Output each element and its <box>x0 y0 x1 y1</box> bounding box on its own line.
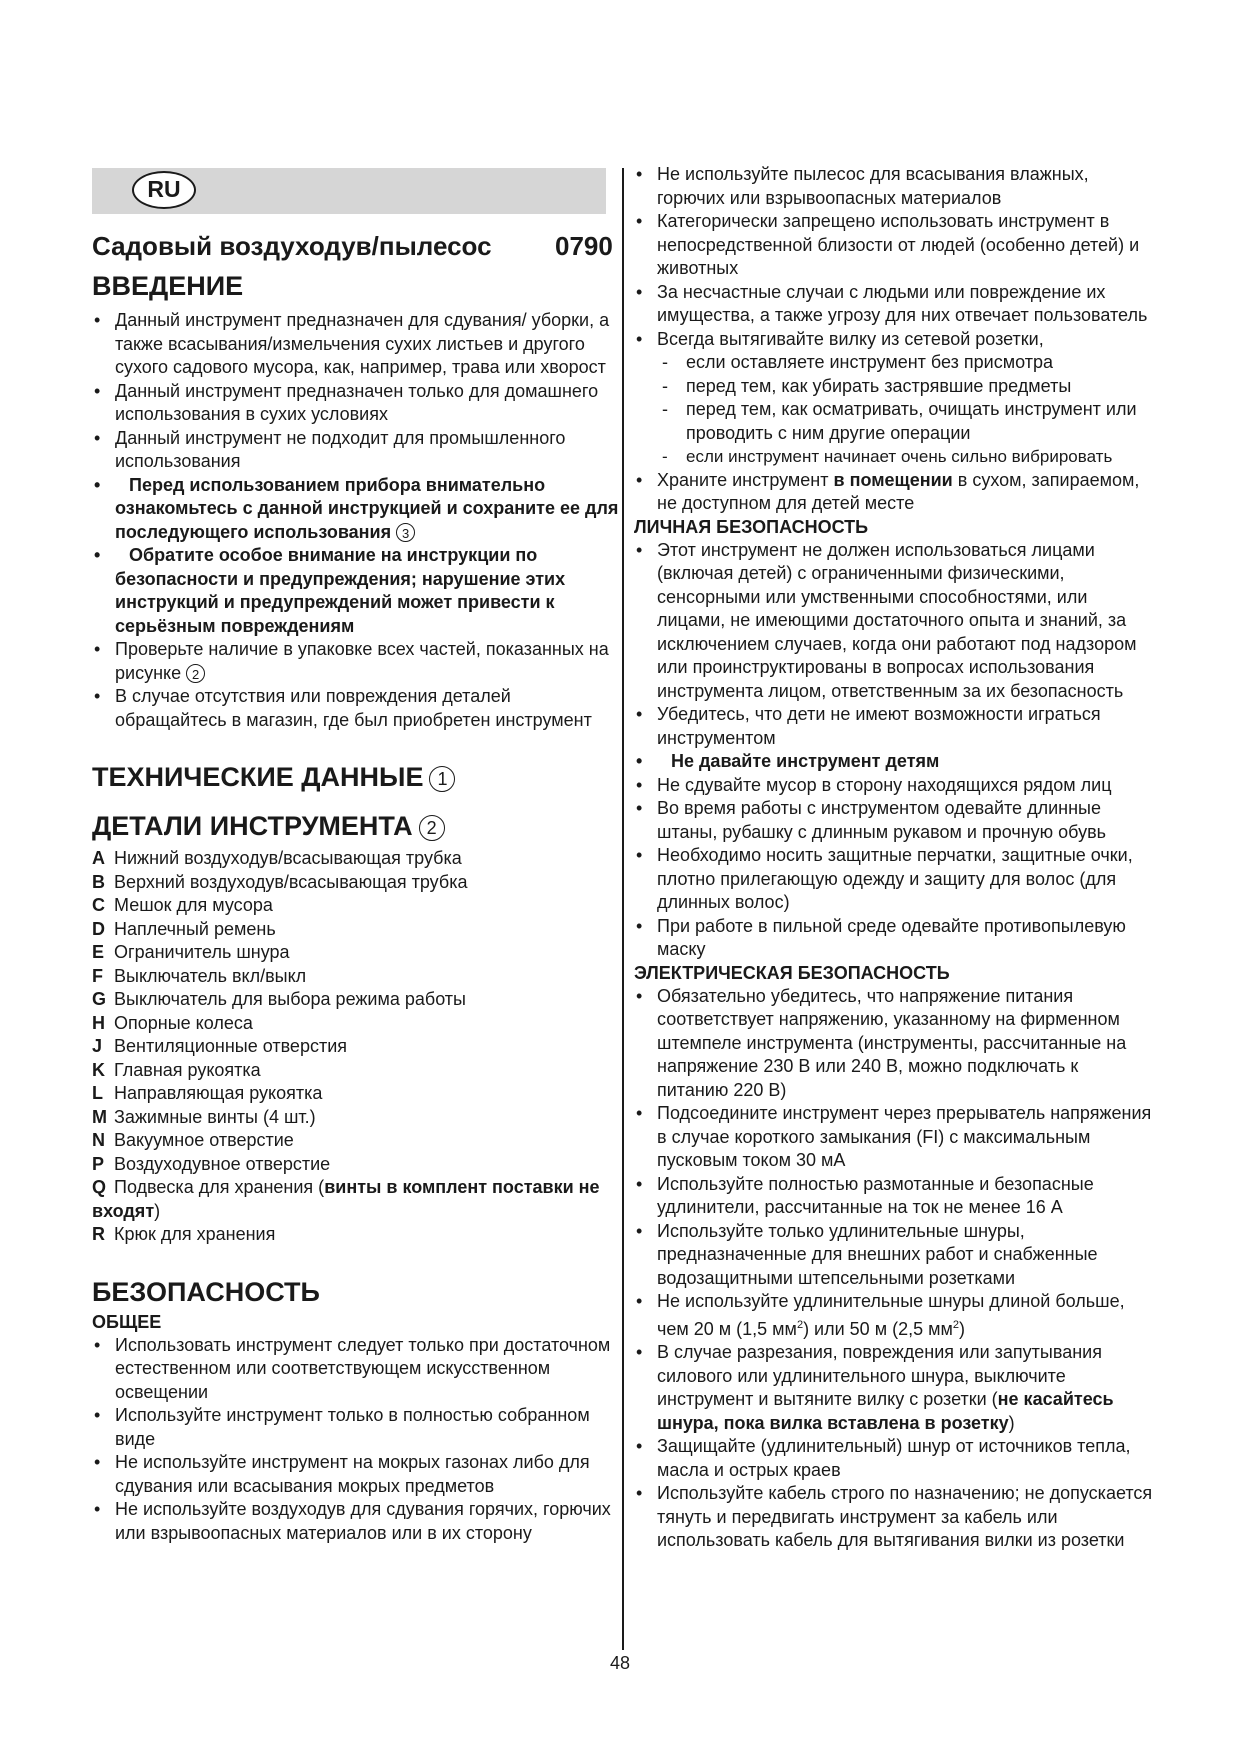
part-text: Зажимные винты (4 шт.) <box>114 1106 316 1127</box>
part-item <box>92 894 620 918</box>
check-text: Проверьте наличие в упаковке всех частей, показанных на рисунке <box>115 639 609 683</box>
part-item <box>92 1035 620 1059</box>
cut-bold: не касайтесь шнура, пока вилка вставлена в розетку <box>657 1389 1114 1433</box>
part-item <box>92 1059 620 1083</box>
list-item-bold <box>92 544 620 638</box>
part-key: C <box>92 895 105 915</box>
part-item <box>92 1082 620 1106</box>
list-item: • Данный инструмент предназначен только для домашнего использования в сухих условиях <box>92 380 620 427</box>
part-text: Нижний воздуходув/всасывающая трубка <box>114 848 462 868</box>
list-item: • Подсоедините инструмент через прерыватель напряжения в случае короткого замыкания (FI) с максимальным пусковым током 30 мА <box>634 1102 1154 1173</box>
figure-ref: 1 <box>429 766 455 792</box>
part-item <box>92 871 620 895</box>
part-text: Опорные колеса <box>114 1012 253 1033</box>
cord-text-end: ) <box>958 1318 965 1339</box>
store-bold: в помещении <box>833 469 953 490</box>
part-item <box>92 1106 620 1130</box>
part-text: Наплечный ремень <box>114 918 276 939</box>
cord-text-mid: ) или 50 м (2,5 мм <box>803 1318 953 1339</box>
superscript: 2 <box>796 1318 804 1331</box>
part-text: Подвеска для хранения ( <box>114 1177 325 1197</box>
part-item <box>92 847 620 871</box>
list-item: • Используйте кабель строго по назначению; не допускается тянуть и передвигать инструмент за кабель или использовать кабель для вытягивания вилки из розетки <box>634 1482 1154 1553</box>
list-item: • Используйте только удлинительные шнуры, предназначенные для внешних работ и снабженные водозащитными штепсельными розетками <box>634 1220 1154 1291</box>
warning-text: Перед использованием прибора внимательно ознакомьтесь с данной инструкцией и сохраните ее для последующего использования <box>115 474 619 542</box>
figure-ref: 3 <box>396 523 415 542</box>
intro-list <box>92 309 620 732</box>
part-key: G <box>92 989 107 1009</box>
part-key: J <box>92 1036 103 1056</box>
dash-item: - если инструмент начинает очень сильно вибрировать <box>634 445 1154 469</box>
part-item <box>92 1012 620 1036</box>
intro-heading: ВВЕДЕНИЕ <box>92 271 244 301</box>
part-text: Направляющая рукоятка <box>114 1083 323 1103</box>
list-item: • Необходимо носить защитные перчатки, защитные очки, плотно прилегающую одежду и защиту для волос (для длинных волос) <box>634 844 1154 915</box>
personal-safety-heading: ЛИЧНАЯ БЕЗОПАСНОСТЬ <box>634 516 869 537</box>
list-item-bold <box>92 474 620 545</box>
cut-text: В случае разрезания, повреждения или запутывания силового или удлинительного шнура, выключите инструмент и вытяните вилку с розетки ( <box>657 1342 1102 1409</box>
part-text: Воздуходувное отверстие <box>114 1153 331 1174</box>
parts-title: ДЕТАЛИ ИНСТРУМЕНТА <box>92 811 413 841</box>
list-item: • Категорически запрещено использовать инструмент в непосредственной близости от людей (особенно детей) и животных <box>634 210 1154 281</box>
part-text: Крюк для хранения <box>114 1224 276 1244</box>
list-item: • При работе в пильной среде одевайте противопылевую маску <box>634 915 1154 962</box>
part-key: M <box>92 1106 107 1127</box>
part-text: Мешок для мусора <box>114 895 273 915</box>
list-item: • Не используйте воздуходув для сдувания горячих, горючих или взрывоопасных материалов или в их сторону <box>92 1498 620 1545</box>
parts-heading <box>92 809 620 843</box>
right-column <box>634 163 1154 1553</box>
list-item: • Обязательно убедитесь, что напряжение питания соответствует напряжению, указанному на фирменном штемпеле инструмента (инструменты, рассчитанные на напряжение 230 В или 240 В, можно подключать к питанию 220 В) <box>634 985 1154 1103</box>
general-heading: ОБЩЕЕ <box>92 1311 162 1332</box>
general-list-cont <box>634 163 1154 516</box>
part-key: P <box>92 1153 105 1174</box>
part-key: E <box>92 942 105 962</box>
part-item <box>92 918 620 942</box>
part-text: Вентиляционные отверстия <box>114 1036 347 1056</box>
list-item: • Используйте инструмент только в полностью собранном виде <box>92 1404 620 1451</box>
electric-list <box>634 985 1154 1553</box>
part-key: N <box>92 1130 105 1150</box>
tech-data-title: ТЕХНИЧЕСКИЕ ДАННЫЕ <box>92 762 424 792</box>
product-name: Садовый воздуходув/пылесос <box>92 231 492 261</box>
tech-data-heading <box>92 760 620 794</box>
language-badge: RU <box>132 171 196 209</box>
list-item: • Не используйте инструмент на мокрых газонах либо для сдувания или всасывания мокрых предметов <box>92 1451 620 1498</box>
store-text: Храните инструмент <box>657 469 829 490</box>
warning-text: Обратите особое внимание на инструкции по безопасности и предупреждения; нарушение этих инструкций и предупреждений может привести к серьёзным повреждениям <box>115 545 566 636</box>
list-item: • В случае отсутствия или повреждения деталей обращайтесь в магазин, где был приобретен инструмент <box>92 685 620 732</box>
part-key: D <box>92 918 105 939</box>
part-text: Выключатель вкл/выкл <box>114 965 307 986</box>
part-text: Главная рукоятка <box>114 1059 261 1080</box>
list-item: • Не используйте пылесос для всасывания влажных, горючих или взрывоопасных материалов <box>634 163 1154 210</box>
cut-text-end: ) <box>1008 1412 1015 1433</box>
list-item: • Этот инструмент не должен использоваться лицами (включая детей) с ограниченными физическими, сенсорными или умственными способностями, или лицами, не имеющими достаточного опыта и знаний, за исключением случаев, когда они работают под надзором или проинструктированы в вопросах использования инструмента лицом, ответственным за их безопасность <box>634 539 1154 704</box>
cord-text: Не используйте удлинительные шнуры длиной больше, чем 20 м (1,5 мм <box>657 1291 1125 1339</box>
list-item-bold <box>634 750 1154 774</box>
language-band <box>92 168 606 214</box>
list-item: • За несчастные случаи с людьми или повреждение их имущества, а также угрозу для них отвечает пользователь <box>634 281 1154 328</box>
product-code: 0790 <box>555 231 613 261</box>
list-item: • Использовать инструмент следует только при достаточном естественном или соответствующем искусственном освещении <box>92 1334 620 1405</box>
list-item: • Не сдувайте мусор в сторону находящихся рядом лиц <box>634 774 1154 798</box>
figure-ref: 2 <box>419 815 445 841</box>
part-item <box>92 1176 620 1223</box>
dash-item: - перед тем, как убирать застрявшие предметы <box>634 375 1154 399</box>
part-key: Q <box>92 1177 107 1197</box>
personal-list <box>634 539 1154 962</box>
part-key: F <box>92 965 103 986</box>
list-item: • Во время работы с инструментом одевайте длинные штаны, рубашку с длинным рукавом и прочную обувь <box>634 797 1154 844</box>
part-key: L <box>92 1083 103 1103</box>
list-item <box>634 1341 1154 1435</box>
part-item <box>92 988 620 1012</box>
list-item: • Всегда вытягивайте вилку из сетевой розетки, <box>634 328 1154 352</box>
figure-ref: 2 <box>186 664 205 683</box>
part-item <box>92 941 620 965</box>
part-text-end: ) <box>154 1200 161 1221</box>
part-item <box>92 965 620 989</box>
part-text: Вакуумное отверстие <box>114 1130 294 1150</box>
part-key: K <box>92 1059 105 1080</box>
part-text: Верхний воздуходув/всасывающая трубка <box>114 871 468 892</box>
list-item: • Данный инструмент предназначен для сдувания/ уборки, а также всасывания/измельчения сухих листьев и другого сухого садового мусора, как, например, трава или хворост <box>92 309 620 380</box>
document-title <box>92 225 620 267</box>
warning-text: Не давайте инструмент детям <box>671 751 940 771</box>
part-key: H <box>92 1012 105 1033</box>
part-key: A <box>92 848 105 868</box>
part-item <box>92 1129 620 1153</box>
superscript: 2 <box>952 1318 959 1331</box>
list-item: • Защищайте (удлинительный) шнур от источников тепла, масла и острых краев <box>634 1435 1154 1482</box>
list-item: • Убедитесь, что дети не имеют возможности играться инструментом <box>634 703 1154 750</box>
list-item: • Используйте полностью размотанные и безопасные удлинители, рассчитанные на ток не менее 16 А <box>634 1173 1154 1220</box>
list-item <box>92 638 620 685</box>
part-item <box>92 1223 620 1247</box>
part-item <box>92 1153 620 1177</box>
list-item: • Данный инструмент не подходит для промышленного использования <box>92 427 620 474</box>
dash-item: - если оставляете инструмент без присмотра <box>634 351 1154 375</box>
part-text: Ограничитель шнура <box>114 942 290 962</box>
general-list <box>92 1334 620 1546</box>
store-text-end: в сухом, запираемом, не доступном для детей месте <box>657 469 1140 513</box>
column-divider <box>622 168 624 1650</box>
page-number: 48 <box>609 1653 631 1673</box>
dash-item: - перед тем, как осматривать, очищать инструмент или проводить с ним другие операции <box>634 398 1154 445</box>
electric-safety-heading: ЭЛЕКТРИЧЕСКАЯ БЕЗОПАСНОСТЬ <box>634 962 950 983</box>
part-key: B <box>92 871 105 892</box>
left-column <box>92 225 620 1545</box>
list-item <box>634 1290 1154 1341</box>
safety-heading: БЕЗОПАСНОСТЬ <box>92 1276 320 1307</box>
part-text: Выключатель для выбора режима работы <box>114 989 466 1009</box>
part-key: R <box>92 1224 105 1244</box>
part-note-bold: винты в комплент поставки не входят <box>92 1177 600 1221</box>
list-item <box>634 469 1154 516</box>
parts-list <box>92 847 620 1247</box>
